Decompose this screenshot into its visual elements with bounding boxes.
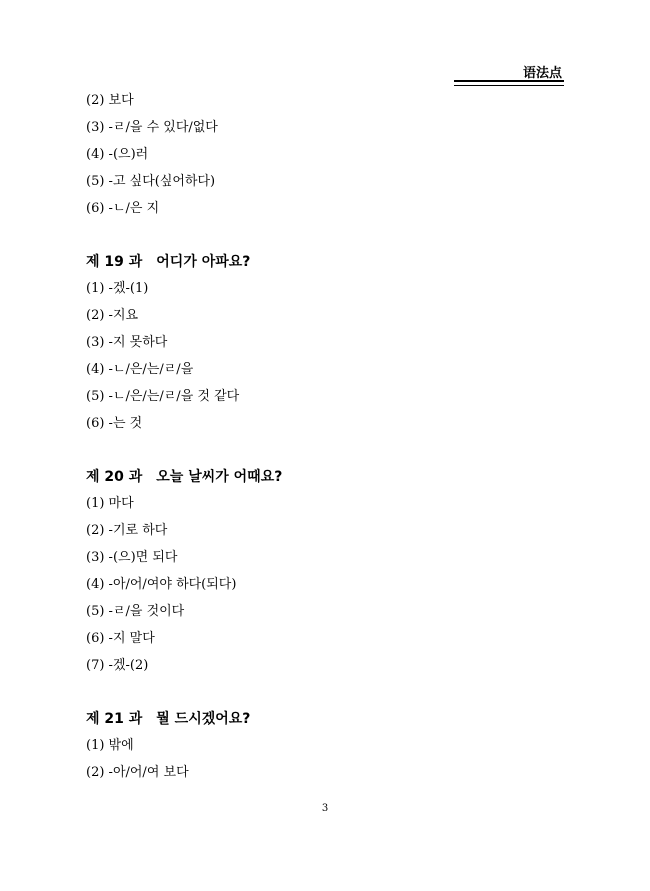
list-item: (7) -겠-(2) xyxy=(86,658,149,673)
lesson-section xyxy=(86,710,566,791)
page-number: 3 xyxy=(321,803,329,814)
list-item: (4) -ㄴ/은/는/ㄹ/을 xyxy=(86,362,194,377)
lesson-heading xyxy=(86,710,566,737)
lesson-title: 오늘 날씨가 어때요? xyxy=(156,469,283,485)
lesson-title: 뭘 드시겠어요? xyxy=(156,711,251,727)
list-item: (5) -ㄹ/을 것이다 xyxy=(86,604,185,619)
header-rule-thin xyxy=(454,85,564,86)
lesson-heading xyxy=(86,468,566,495)
list-item: (6) -ㄴ/은 지 xyxy=(86,201,160,216)
list-item: (1) -겠-(1) xyxy=(86,281,149,296)
list-item: (2) 보다 xyxy=(86,93,134,108)
list-item: (2) -기로 하다 xyxy=(86,523,168,538)
list-item: (6) -지 말다 xyxy=(86,631,155,646)
list-item: (1) 밖에 xyxy=(86,738,134,753)
lesson-label: 제 19 과 xyxy=(86,254,143,270)
list-item: (2) -아/어/여 보다 xyxy=(86,765,189,780)
header-title: 语法点 xyxy=(522,66,562,81)
lesson-heading xyxy=(86,253,566,280)
list-item: (1) 마다 xyxy=(86,496,134,511)
list-item: (6) -는 것 xyxy=(86,416,143,431)
list-item: (3) -(으)면 되다 xyxy=(86,550,178,565)
list-item: (4) -(으)러 xyxy=(86,147,149,162)
lesson-section xyxy=(86,468,566,684)
list-item: (5) -ㄴ/은/는/ㄹ/을 것 같다 xyxy=(86,389,240,404)
grammar-points-content xyxy=(86,92,566,791)
intro-list xyxy=(86,92,566,227)
list-item: (2) -지요 xyxy=(86,308,139,323)
list-item: (3) -지 못하다 xyxy=(86,335,168,350)
lesson-label: 제 21 과 xyxy=(86,711,143,727)
list-item: (5) -고 싶다(싶어하다) xyxy=(86,174,216,189)
lesson-label: 제 20 과 xyxy=(86,469,143,485)
lesson-title: 어디가 아파요? xyxy=(156,254,251,270)
lesson-section xyxy=(86,253,566,442)
header-rule-thick xyxy=(454,80,564,82)
list-item: (3) -ㄹ/을 수 있다/없다 xyxy=(86,120,218,135)
list-item: (4) -아/어/여야 하다(되다) xyxy=(86,577,237,592)
